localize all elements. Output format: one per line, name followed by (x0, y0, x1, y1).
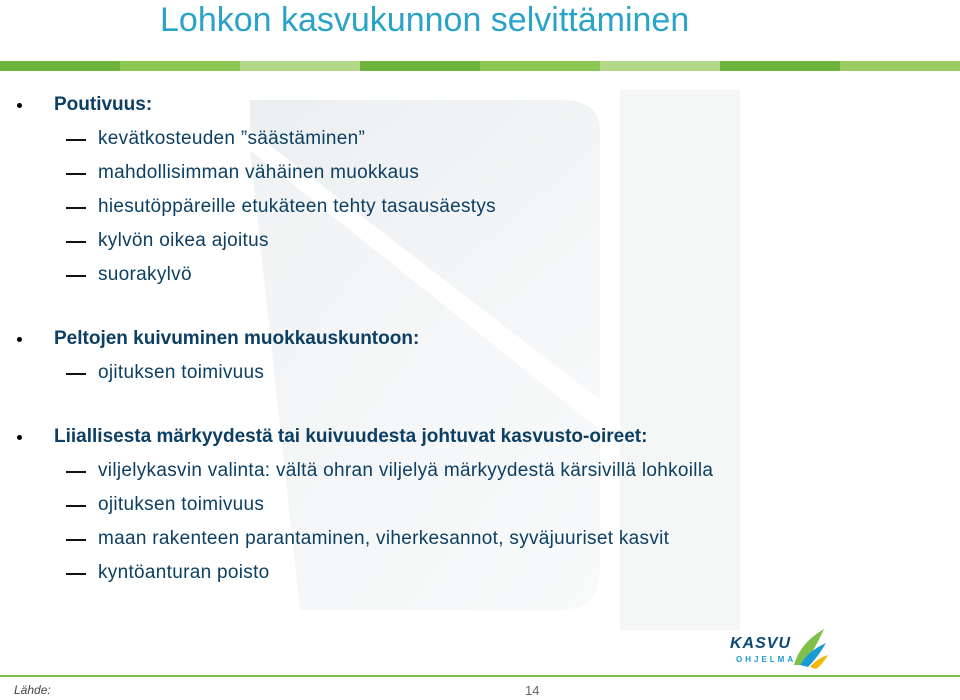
sub-item-text: ojituksen toimivuus (98, 494, 265, 515)
bullet-heading-text: Poutivuus: (54, 94, 153, 115)
dash-icon (66, 207, 86, 209)
bullet-heading-text: Peltojen kuivuminen muokkauskuntoon: (54, 328, 420, 349)
source-label: Lähde: (14, 683, 51, 697)
dash-icon (66, 241, 86, 243)
logo-text: KASVU (730, 635, 792, 652)
sub-item-text: hiesutöppäreille etukäteen tehty tasausäestys (98, 196, 496, 217)
kasvu-leaf-logo-icon (790, 625, 830, 670)
sub-item (0, 224, 960, 258)
bullet-dot-icon (17, 103, 22, 108)
section-gap (0, 292, 960, 322)
bullet-heading-text: Liiallisesta märkyydestä tai kuivuudesta johtuvat kasvusto-oireet: (54, 426, 648, 447)
sub-item (0, 258, 960, 292)
sub-item (0, 122, 960, 156)
dash-icon (66, 173, 86, 175)
sub-item-text: suorakylvö (98, 264, 192, 285)
sub-item (0, 488, 960, 522)
page-number: 14 (525, 683, 540, 698)
sub-item-text: viljelykasvin valinta: vältä ohran viljelyä märkyydestä kärsivillä lohkoilla (98, 460, 714, 481)
sub-item (0, 356, 960, 390)
dash-icon (66, 539, 86, 541)
sub-item-text: mahdollisimman vähäinen muokkaus (98, 162, 420, 183)
bullet-heading (0, 322, 960, 356)
bullet-dot-icon (17, 435, 22, 440)
sub-item-text: kylvön oikea ajoitus (98, 230, 269, 251)
section-poutivuus (0, 88, 960, 292)
section-kasvusto-oireet (0, 420, 960, 590)
bullet-heading (0, 420, 960, 454)
sub-item-text: maan rakenteen parantaminen, viherkesannot, syväjuuriset kasvit (98, 528, 670, 549)
slide-title: Lohkon kasvukunnon selvittäminen (160, 1, 690, 39)
dash-icon (66, 275, 86, 277)
logo-subtext: OHJELMA (736, 655, 797, 664)
footer-divider (0, 675, 960, 677)
dash-icon (66, 139, 86, 141)
kasvu-ohjelma-logo (730, 625, 830, 670)
bullet-heading (0, 88, 960, 122)
section-gap (0, 390, 960, 420)
dash-icon (66, 373, 86, 375)
sub-item (0, 454, 960, 488)
dash-icon (66, 505, 86, 507)
dash-icon (66, 471, 86, 473)
bullet-dot-icon (17, 337, 22, 342)
slide-content (0, 88, 960, 590)
sub-item (0, 190, 960, 224)
sub-item-text: kevätkosteuden ”säästäminen” (98, 128, 366, 149)
section-kuivuminen (0, 322, 960, 390)
sub-item-text: ojituksen toimivuus (98, 362, 265, 383)
sub-item-text: kyntöanturan poisto (98, 562, 270, 583)
sub-item (0, 156, 960, 190)
sub-item (0, 556, 960, 590)
sub-item (0, 522, 960, 556)
dash-icon (66, 573, 86, 575)
